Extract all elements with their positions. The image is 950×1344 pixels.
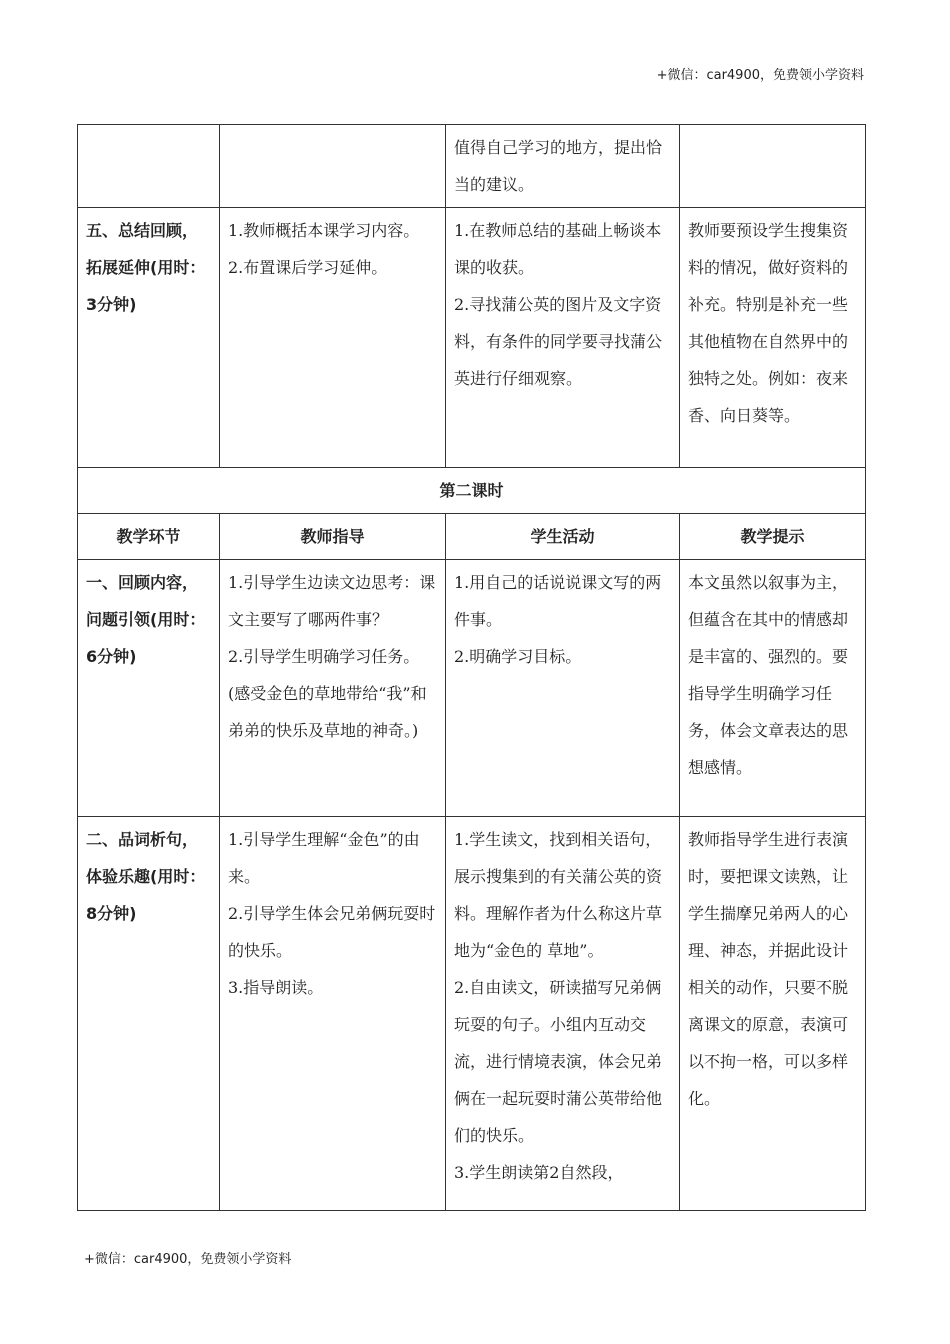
lesson-plan-table — [77, 124, 866, 1211]
teacher-item: 2.引导学生体会兄弟俩玩耍时的快乐。 — [228, 904, 436, 960]
teacher-item: 2.布置课后学习延伸。 — [228, 258, 388, 277]
stage-cell: 二、品词析句，体验乐趣(用时：8分钟) — [78, 817, 220, 1211]
teacher-item: 1.教师概括本课学习内容。 — [228, 221, 420, 240]
teacher-item: 1.引导学生理解“金色”的由来。 — [228, 830, 420, 886]
section-title: 第二课时 — [78, 468, 866, 514]
student-item: 值得自己学习的地方，提出恰当的建议。 — [454, 138, 663, 194]
student-item: 3.学生朗读第2自然段， — [454, 1163, 624, 1182]
teacher-cell — [220, 560, 446, 817]
teacher-cell — [220, 817, 446, 1211]
student-item: 1.在教师总结的基础上畅谈本课的收获。 — [454, 221, 662, 277]
teacher-item: 2.引导学生明确学习任务。(感受金色的草地带给“我”和弟弟的快乐及草地的神奇。) — [228, 647, 427, 740]
student-item: 1.学生读文，找到相关语句，展示搜集到的有关蒲公英的资料。理解作者为什么称这片草地为“金色的 草地”。 — [454, 830, 663, 960]
table-row-review — [78, 560, 866, 817]
student-cell — [446, 125, 680, 208]
student-item: 1.用自己的话说说课文写的两件事。 — [454, 573, 662, 629]
student-cell — [446, 817, 680, 1211]
table-row-analysis — [78, 817, 866, 1211]
column-header-stage: 教学环节 — [78, 514, 220, 560]
student-item: 2.寻找蒲公英的图片及文字资料，有条件的同学要寻找蒲公英进行仔细观察。 — [454, 295, 663, 388]
teacher-item: 3.指导朗读。 — [228, 978, 324, 997]
stage-cell: 五、总结回顾，拓展延伸(用时：3分钟) — [78, 208, 220, 468]
table-row-summary — [78, 208, 866, 468]
student-item: 2.明确学习目标。 — [454, 647, 582, 666]
column-header-tip: 教学提示 — [680, 514, 866, 560]
tip-cell: 教师指导学生进行表演时，要把课文读熟，让学生揣摩兄弟两人的心理、神态，并据此设计相关的动作，只要不脱离课文的原意，表演可以不拘一格，可以多样化。 — [680, 817, 866, 1211]
header-watermark-note: +微信：car4900，免费领小学资料 — [656, 68, 864, 83]
student-item: 2.自由读文，研读描写兄弟俩玩耍的句子。小组内互动交流，进行情境表演，体会兄弟俩在一起玩耍时蒲公英带给他们的快乐。 — [454, 978, 663, 1145]
column-header-row — [78, 514, 866, 560]
stage-cell — [78, 125, 220, 208]
table-row-continued — [78, 125, 866, 208]
column-header-student: 学生活动 — [446, 514, 680, 560]
column-header-teacher: 教师指导 — [220, 514, 446, 560]
student-cell — [446, 208, 680, 468]
teacher-cell — [220, 125, 446, 208]
tip-cell: 教师要预设学生搜集资料的情况，做好资料的补充。特别是补充一些其他植物在自然界中的独特之处。例如：夜来香、向日葵等。 — [680, 208, 866, 468]
stage-cell: 一、回顾内容，问题引领(用时：6分钟) — [78, 560, 220, 817]
teacher-item: 1.引导学生边读文边思考：课文主要写了哪两件事？ — [228, 573, 436, 629]
teacher-cell — [220, 208, 446, 468]
tip-cell: 本文虽然以叙事为主，但蕴含在其中的情感却是丰富的、强烈的。要指导学生明确学习任务，体会文章表达的思想感情。 — [680, 560, 866, 817]
section-title-row — [78, 468, 866, 514]
student-cell — [446, 560, 680, 817]
footer-watermark-note: +微信：car4900，免费领小学资料 — [84, 1252, 292, 1267]
tip-cell — [680, 125, 866, 208]
